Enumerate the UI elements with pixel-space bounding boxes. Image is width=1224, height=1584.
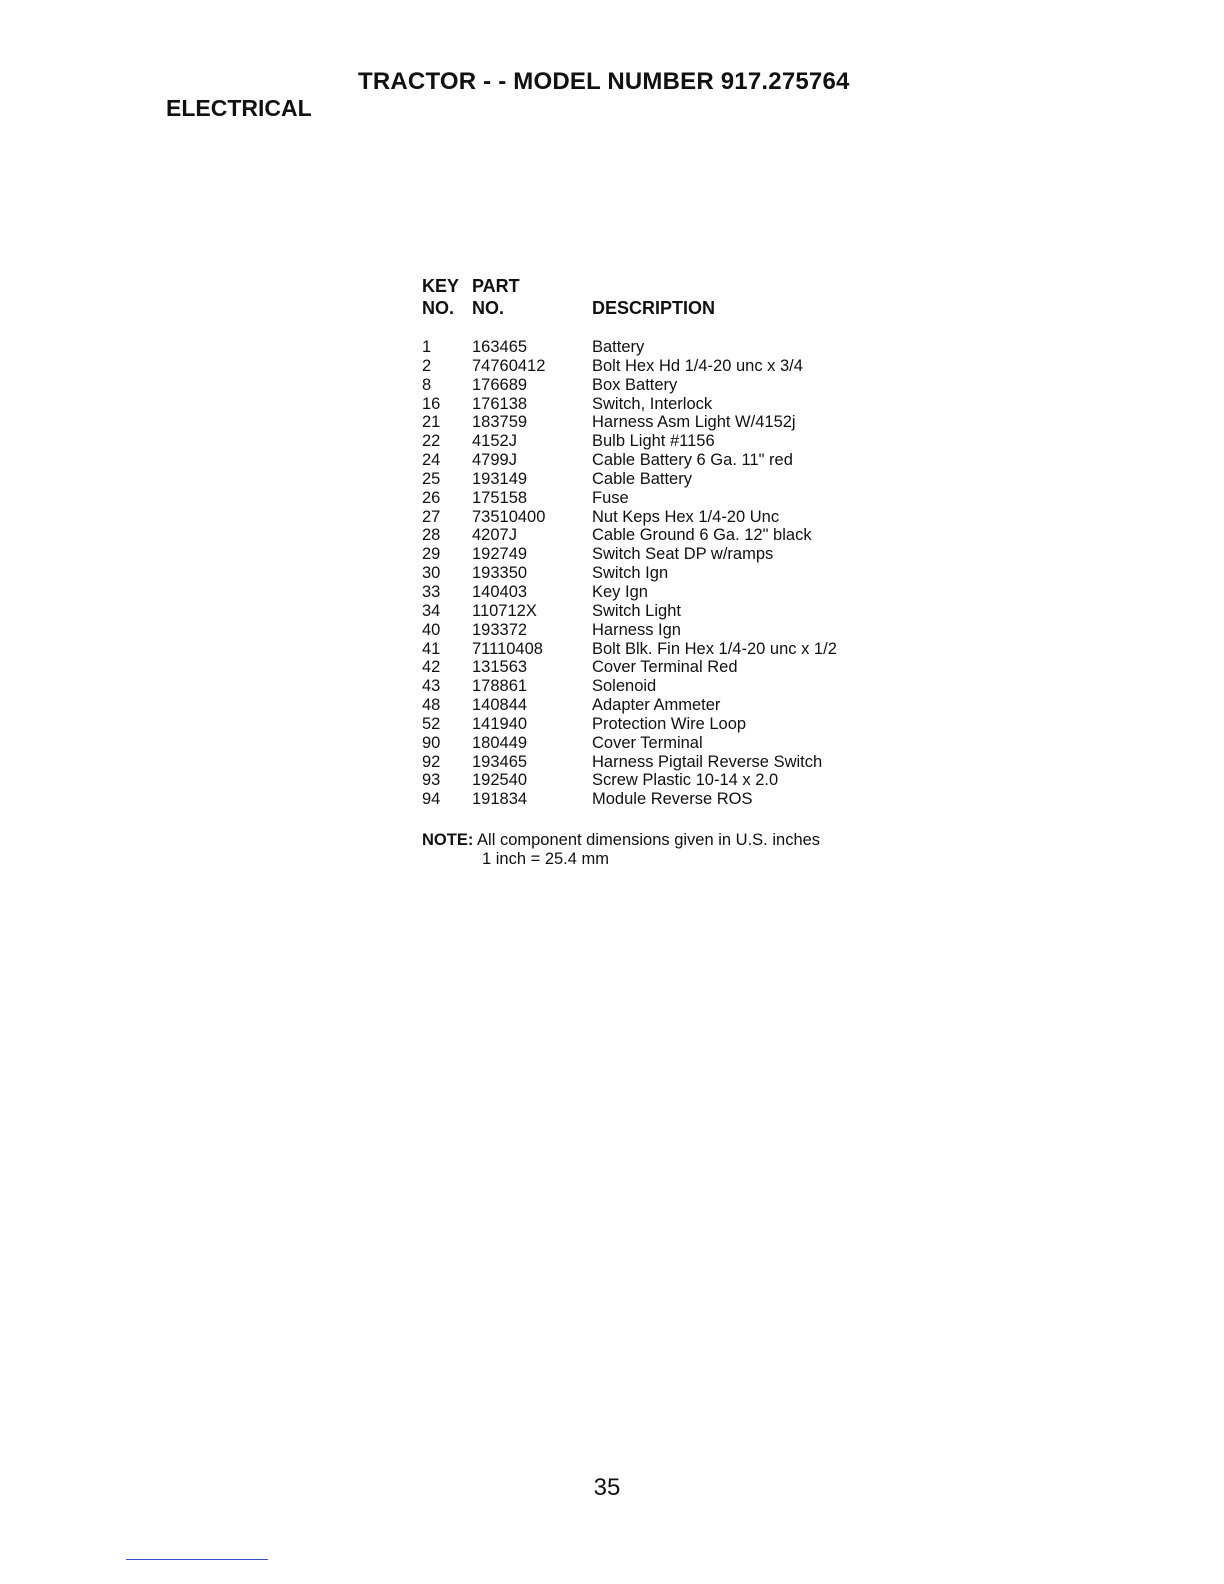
description-cell: Solenoid	[592, 677, 657, 696]
part-number-cell: 4799J	[472, 451, 517, 470]
description-cell: Harness Asm Light W/4152j	[592, 413, 796, 432]
key-number-cell: 21	[422, 413, 441, 432]
description-cell: Harness Ign	[592, 620, 681, 639]
key-number-cell: 34	[422, 601, 441, 620]
part-number-cell: 192749	[472, 545, 528, 564]
table-row	[422, 526, 882, 545]
description-cell: Key Ign	[592, 582, 648, 601]
key-number-cell: 16	[422, 394, 441, 413]
key-number-cell: 30	[422, 564, 441, 583]
section-heading: ELECTRICAL	[166, 95, 312, 121]
part-number-cell: 191834	[472, 790, 528, 809]
key-number-cell: 90	[422, 733, 441, 752]
description-cell: Nut Keps Hex 1/4-20 Unc	[592, 507, 780, 526]
description-cell: Module Reverse ROS	[592, 790, 753, 809]
part-number-cell: 175158	[472, 488, 528, 507]
key-header-line1: KEY	[422, 276, 460, 296]
description-header: DESCRIPTION	[592, 298, 716, 318]
description-cell: Fuse	[592, 488, 629, 507]
key-number-cell: 52	[422, 714, 441, 733]
key-number-cell: 8	[422, 375, 432, 394]
table-row	[422, 338, 882, 357]
description-cell: Cable Ground 6 Ga. 12" black	[592, 526, 812, 545]
table-row	[422, 376, 882, 395]
key-number-cell: 43	[422, 677, 441, 696]
part-number-cell: 176138	[472, 394, 528, 413]
table-row	[422, 545, 882, 564]
description-cell: Adapter Ammeter	[592, 696, 721, 715]
table-row	[422, 395, 882, 414]
table-row	[422, 451, 882, 470]
key-number-cell: 22	[422, 432, 441, 451]
table-row	[422, 753, 882, 772]
description-cell: Cover Terminal Red	[592, 658, 738, 677]
table-row	[422, 790, 882, 809]
table-row	[422, 640, 882, 659]
table-row	[422, 489, 882, 508]
table-row	[422, 583, 882, 602]
part-number-cell: 131563	[472, 658, 528, 677]
table-row	[422, 564, 882, 583]
key-number-cell: 93	[422, 771, 441, 790]
description-cell: Box Battery	[592, 375, 678, 394]
part-number-cell: 141940	[472, 714, 528, 733]
key-number-cell: 1	[422, 338, 432, 356]
part-number-cell: 140403	[472, 582, 528, 601]
key-number-cell: 41	[422, 639, 441, 658]
key-number-cell: 92	[422, 752, 441, 771]
part-number-cell: 110712X	[472, 601, 537, 620]
key-number-cell: 26	[422, 488, 441, 507]
part-number-cell: 71110408	[472, 639, 543, 658]
key-number-cell: 33	[422, 582, 441, 601]
description-cell: Switch Light	[592, 601, 681, 620]
part-number-cell: 176689	[472, 375, 528, 394]
key-number-cell: 24	[422, 451, 441, 470]
key-number-cell: 48	[422, 696, 441, 715]
description-cell: Cable Battery 6 Ga. 11" red	[592, 451, 793, 470]
part-number-cell: 180449	[472, 733, 528, 752]
key-number-cell: 94	[422, 790, 441, 809]
key-number-cell: 27	[422, 507, 441, 526]
table-row	[422, 602, 882, 621]
key-number-cell: 40	[422, 620, 441, 639]
table-row	[422, 658, 882, 677]
description-cell: Cover Terminal	[592, 733, 703, 752]
description-cell: Switch, Interlock	[592, 394, 713, 413]
table-row	[422, 696, 882, 715]
part-number-cell: 163465	[472, 338, 528, 356]
description-cell: Protection Wire Loop	[592, 714, 747, 733]
key-number-cell: 42	[422, 658, 441, 677]
table-row	[422, 508, 882, 527]
part-number-cell: 193149	[472, 469, 528, 488]
part-number-cell: 178861	[472, 677, 528, 696]
part-number-cell: 73510400	[472, 507, 546, 526]
table-row	[422, 432, 882, 451]
description-cell: Switch Ign	[592, 564, 669, 583]
description-cell: Switch Seat DP w/ramps	[592, 545, 774, 564]
page-title: TRACTOR - - MODEL NUMBER 917.275764	[358, 68, 850, 95]
table-row	[422, 734, 882, 753]
table-row	[422, 621, 882, 640]
table-row	[422, 771, 882, 790]
part-number-cell: 193465	[472, 752, 528, 771]
description-cell: Cable Battery	[592, 469, 692, 488]
footer-rule	[126, 1559, 268, 1560]
part-header-line2: NO.	[472, 298, 505, 318]
description-cell: Harness Pigtail Reverse Switch	[592, 752, 823, 771]
description-cell: Bulb Light #1156	[592, 432, 715, 451]
key-header-line2: NO.	[422, 298, 455, 318]
note-line1: All component dimensions given in U.S. inches	[477, 831, 821, 849]
table-row	[422, 357, 882, 376]
page-number: 35	[593, 1474, 621, 1501]
parts-table	[422, 338, 882, 809]
table-row	[422, 413, 882, 432]
part-number-cell: 193350	[472, 564, 528, 583]
parts-table-body	[422, 338, 882, 809]
note-line2: 1 inch = 25.4 mm	[482, 850, 610, 868]
key-number-cell: 28	[422, 526, 441, 545]
table-row	[422, 715, 882, 734]
description-cell: Battery	[592, 338, 645, 356]
part-header-line1: PART	[472, 276, 520, 296]
key-number-cell: 2	[422, 356, 432, 375]
key-number-cell: 25	[422, 469, 441, 488]
part-number-cell: 193372	[472, 620, 528, 639]
key-number-cell: 29	[422, 545, 441, 564]
note-label: NOTE:	[422, 831, 474, 849]
part-number-cell: 140844	[472, 696, 528, 715]
part-number-cell: 4207J	[472, 526, 517, 545]
table-row	[422, 470, 882, 489]
part-number-cell: 192540	[472, 771, 528, 790]
description-cell: Screw Plastic 10-14 x 2.0	[592, 771, 779, 790]
part-number-cell: 183759	[472, 413, 528, 432]
part-number-cell: 4152J	[472, 432, 517, 451]
table-row	[422, 677, 882, 696]
note	[422, 831, 821, 868]
description-cell: Bolt Hex Hd 1/4-20 unc x 3/4	[592, 356, 803, 375]
description-cell: Bolt Blk. Fin Hex 1/4-20 unc x 1/2	[592, 639, 837, 658]
part-number-cell: 74760412	[472, 356, 546, 375]
